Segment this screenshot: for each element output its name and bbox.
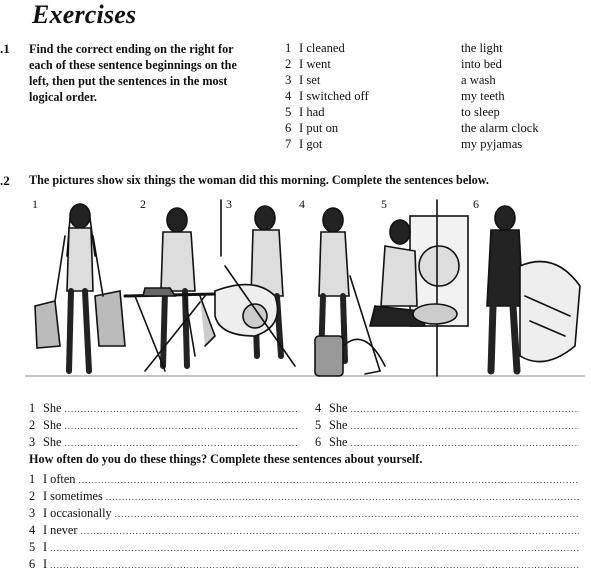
exercise-2-question: How often do you do these things? Complete these sentences about yourself.	[29, 452, 423, 466]
list-item: my pyjamas	[461, 137, 523, 151]
answer-line[interactable]: 2 I sometimes .....	[29, 488, 579, 505]
exercise-2-instruction: The pictures show six things the woman did this morning. Complete the sentences below.	[29, 173, 489, 187]
answer-line[interactable]: 4 I never .....	[29, 522, 579, 539]
woman-ironing-figure	[125, 208, 215, 371]
panel-number: 1	[32, 197, 38, 211]
woman-with-bags-figure	[35, 204, 125, 371]
beginnings-list	[285, 40, 369, 152]
woman-vacuuming-figure	[315, 208, 385, 376]
sentences-left	[29, 400, 297, 451]
exercise-2-number: .2	[0, 173, 10, 188]
endings-list	[461, 40, 539, 152]
answer-line[interactable]: 1 I often .....	[29, 471, 579, 488]
panel-number: 4	[299, 197, 305, 211]
sentences-right	[315, 400, 579, 451]
list-item: 6 I put on	[285, 121, 339, 135]
answer-line[interactable]: 5 I .....	[29, 539, 579, 556]
list-item: 5 I had	[285, 105, 325, 119]
morning-routine-illustration	[25, 196, 585, 386]
answer-line[interactable]: 1 She .....	[29, 400, 297, 417]
list-item: 3 I set	[285, 73, 321, 87]
exercise-1-number: .1	[0, 41, 10, 56]
list-item: 1 I cleaned	[285, 41, 345, 55]
woman-loading-washing-machine-figure	[370, 200, 468, 376]
list-item: into bed	[461, 57, 502, 71]
woman-making-bed-figure	[487, 206, 580, 371]
panel-number: 5	[381, 197, 387, 211]
answer-line[interactable]: 3 I occasionally .....	[29, 505, 579, 522]
answer-line[interactable]: 2 She .....	[29, 417, 297, 434]
woman-washing-up-figure	[215, 200, 295, 366]
page-title: Exercises	[32, 0, 137, 29]
answer-line[interactable]: 6 I .....	[29, 556, 579, 573]
answer-line[interactable]: 3 She .....	[29, 434, 297, 451]
list-item: the alarm clock	[461, 121, 539, 135]
self-sentences	[29, 471, 579, 573]
list-item: the light	[461, 41, 503, 55]
answer-line[interactable]: 6 She .....	[315, 434, 579, 451]
panel-number: 3	[226, 197, 232, 211]
list-item: to sleep	[461, 105, 500, 119]
exercise-1-instruction: Find the correct ending on the right for each of these sentence beginnings on the left, then put the sentences in the most logical order.	[29, 42, 237, 104]
list-item: my teeth	[461, 89, 505, 103]
panel-number: 6	[473, 197, 479, 211]
answer-line[interactable]: 5 She .....	[315, 417, 579, 434]
panel-number: 2	[140, 197, 146, 211]
answer-line[interactable]: 4 She .....	[315, 400, 579, 417]
list-item: 7 I got	[285, 137, 323, 151]
list-item: 2 I went	[285, 57, 331, 71]
list-item: 4 I switched off	[285, 89, 369, 103]
list-item: a wash	[461, 73, 496, 87]
